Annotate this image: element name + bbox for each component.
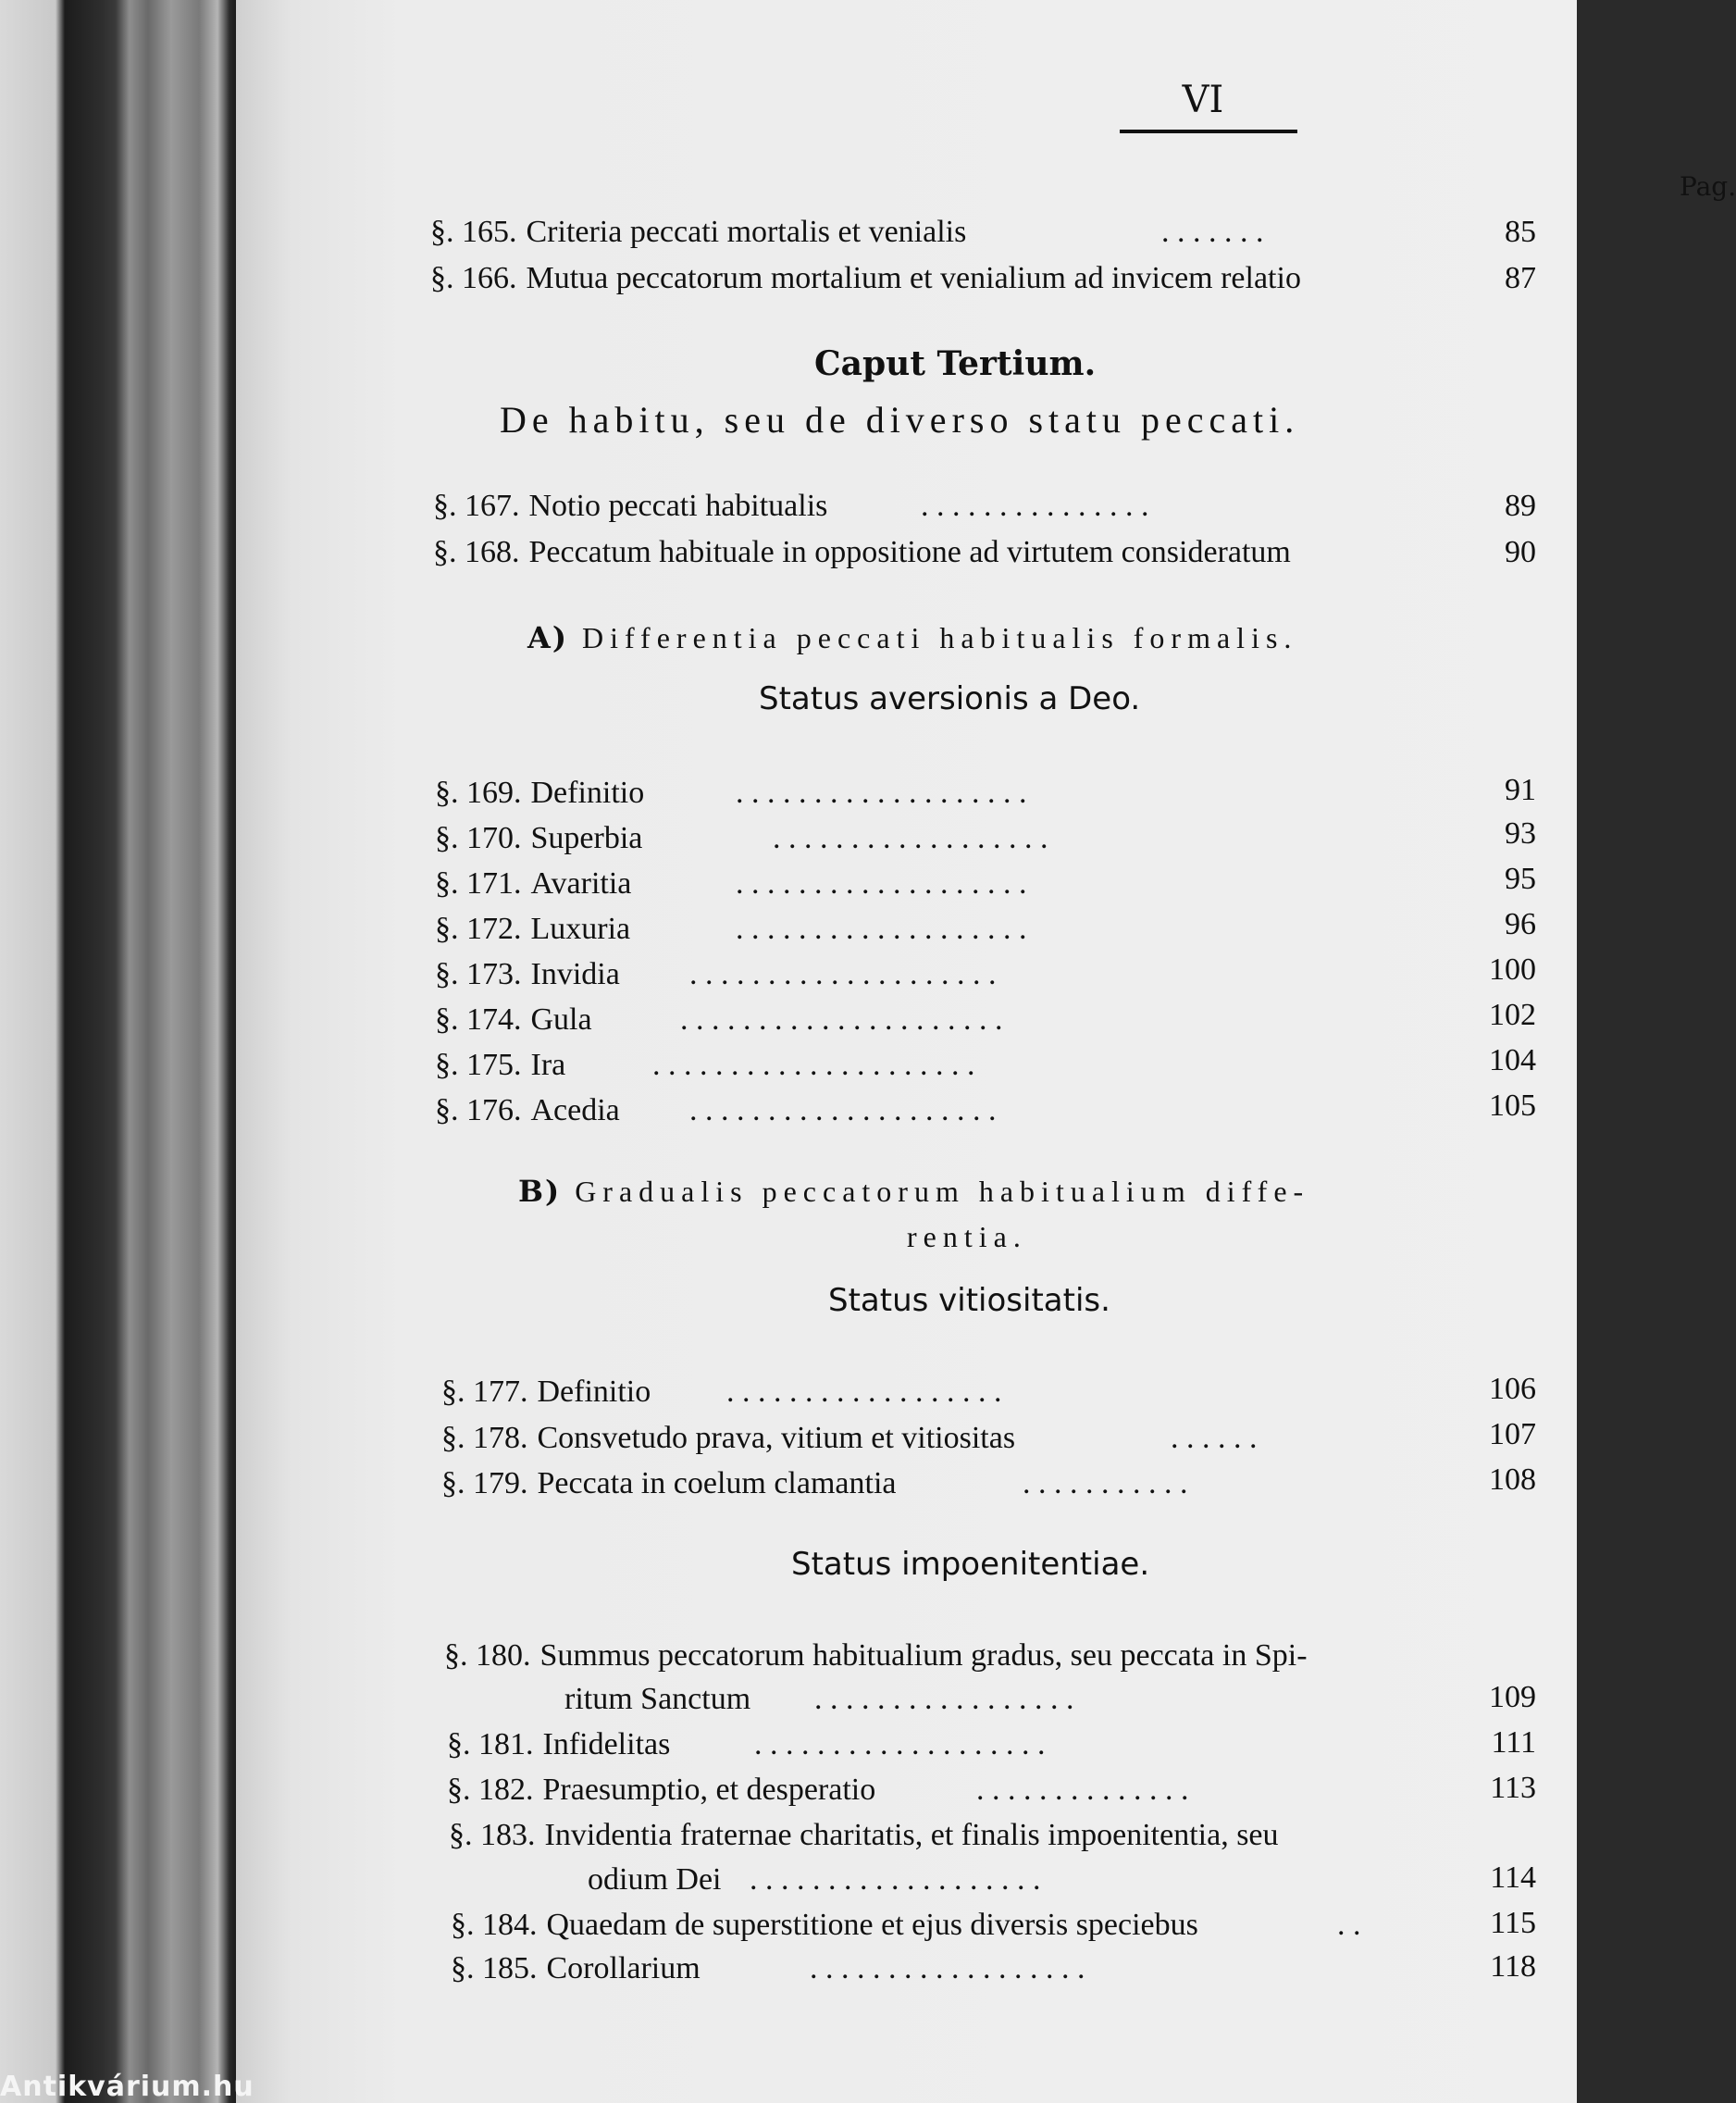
entry-page: 85 (1505, 215, 1536, 249)
entry-page: 89 (1505, 489, 1536, 523)
leader-dots: . . . . . . . . . . . . . . . . . (814, 1682, 1074, 1716)
leader-dots: . . . . . . . . . . . . . . . . . . . . . (680, 1002, 1003, 1037)
toc-entry (451, 1951, 701, 1986)
toc-entry (441, 1421, 1015, 1456)
entry-title: Ira (530, 1048, 566, 1082)
entry-title: Infidelitas (542, 1727, 671, 1761)
entry-number: §. 176. (435, 1093, 522, 1127)
entry-page: 87 (1505, 261, 1536, 295)
entry-title: Quaedam de superstitione et ejus diversis speciebus (546, 1908, 1198, 1942)
toc-entry (435, 957, 620, 992)
leader-dots: . . . . . . . (1161, 215, 1264, 249)
entry-number: §. 171. (435, 866, 522, 901)
status-heading: Status vitiositatis. (828, 1282, 1110, 1319)
entry-number: §. 170. (435, 821, 522, 855)
entry-title-cont: ritum Sanctum (564, 1682, 751, 1716)
entry-number: §. 178. (441, 1421, 528, 1455)
toc-entry (435, 912, 630, 947)
section-letter: B) (518, 1174, 562, 1209)
entry-title: Invidentia fraternae charitatis, et finalis impoenitentia, seu (544, 1818, 1279, 1852)
entry-page: 96 (1505, 907, 1536, 941)
entry-number: §. 184. (451, 1908, 538, 1942)
entry-number: §. 168. (433, 535, 520, 569)
entry-number: §. 180. (444, 1638, 531, 1673)
entry-number: §. 185. (451, 1951, 538, 1985)
section-text: Differentia peccati habitualis formalis. (581, 621, 1298, 654)
entry-page: 111 (1491, 1725, 1536, 1760)
toc-entry (451, 1908, 1198, 1943)
section-b-heading-cont: rentia. (907, 1220, 1027, 1253)
header-rule (1120, 130, 1297, 133)
book-spine (0, 0, 236, 2103)
leader-dots: . . . . . . . . . . . . . . . . . . (726, 1375, 1002, 1409)
entry-page: 93 (1505, 816, 1536, 851)
entry-page: 108 (1489, 1462, 1536, 1497)
section-b-heading (518, 1174, 1309, 1209)
toc-entry (447, 1773, 875, 1808)
toc-entry (435, 821, 642, 856)
entry-title: Notio peccati habitualis (528, 489, 828, 523)
entry-page: 91 (1505, 773, 1536, 807)
leader-dots: . . . . . . . . . . . . . . . . . . . (750, 1862, 1041, 1897)
entry-number: §. 179. (441, 1466, 528, 1500)
entry-title-cont: odium Dei (588, 1862, 722, 1897)
leader-dots: . . . . . . (1171, 1421, 1258, 1455)
leader-dots: . . . . . . . . . . . . . . . . . . (810, 1951, 1085, 1985)
page-number-header: VI (1182, 79, 1224, 121)
toc-entry (435, 1002, 592, 1038)
pag-label: Pag. (1680, 171, 1736, 202)
toc-entry (433, 535, 1291, 570)
entry-page: 109 (1489, 1680, 1536, 1714)
leader-dots: . . . . . . . . . . . . . . . . . . . . (689, 957, 997, 991)
leader-dots: . . . . . . . . . . . . . . . . . . . (736, 866, 1027, 901)
status-heading: Status impoenitentiae. (791, 1546, 1150, 1583)
entry-title: Summus peccatorum habitualium gradus, seu peccata in Spi- (539, 1638, 1308, 1673)
toc-entry (441, 1375, 651, 1410)
entry-title: Definitio (537, 1375, 651, 1409)
toc-entry (441, 1466, 896, 1501)
entry-number: §. 167. (433, 489, 520, 523)
entry-page: 102 (1489, 998, 1536, 1032)
toc-entry (447, 1727, 670, 1762)
entry-title: Luxuria (530, 912, 631, 946)
toc-entry (435, 866, 631, 902)
entry-title: Peccatum habituale in oppositione ad virtutem consideratum (528, 535, 1291, 569)
entry-title: Avaritia (530, 866, 632, 901)
entry-page: 104 (1489, 1043, 1536, 1077)
toc-entry (430, 215, 966, 250)
entry-title: Definitio (530, 776, 645, 810)
leader-dots: . . (1337, 1908, 1361, 1942)
leader-dots: . . . . . . . . . . . . . . (976, 1773, 1189, 1807)
section-a-heading (527, 620, 1297, 655)
leader-dots: . . . . . . . . . . . (1023, 1466, 1188, 1500)
entry-number: §. 173. (435, 957, 522, 991)
entry-title: Consvetudo prava, vitium et vitiositas (537, 1421, 1016, 1455)
status-heading: Status aversionis a Deo. (759, 680, 1141, 717)
leader-dots: . . . . . . . . . . . . . . . . . . . (736, 776, 1027, 810)
entry-number: §. 181. (447, 1727, 534, 1761)
entry-title: Corollarium (546, 1951, 701, 1985)
entry-page: 106 (1489, 1372, 1536, 1406)
entry-number: §. 172. (435, 912, 522, 946)
entry-page: 118 (1490, 1949, 1536, 1984)
toc-entry (444, 1638, 1308, 1674)
toc-entry (435, 1093, 620, 1128)
toc-entry (430, 261, 1301, 296)
book-page (236, 0, 1736, 2103)
entry-number: §. 175. (435, 1048, 522, 1082)
toc-entry (435, 776, 644, 811)
entry-number: §. 182. (447, 1773, 534, 1807)
entry-page: 115 (1490, 1906, 1536, 1940)
entry-number: §. 169. (435, 776, 522, 810)
leader-dots: . . . . . . . . . . . . . . . . . . . . (689, 1093, 997, 1127)
entry-page: 90 (1505, 535, 1536, 569)
section-text: Gradualis peccatorum habitualium diffe- (575, 1175, 1310, 1208)
entry-number: §. 174. (435, 1002, 522, 1037)
entry-title: Superbia (530, 821, 643, 855)
chapter-subtitle: De habitu, seu de diverso statu peccati. (500, 399, 1300, 441)
entry-number: §. 166. (430, 261, 517, 295)
leader-dots: . . . . . . . . . . . . . . . . . . . . . (652, 1048, 975, 1082)
leader-dots: . . . . . . . . . . . . . . . . . . (773, 821, 1048, 855)
entry-page: 113 (1490, 1771, 1536, 1805)
entry-number: §. 165. (430, 215, 517, 249)
entry-page: 105 (1489, 1089, 1536, 1123)
watermark-text: Antikvárium.hu (0, 2071, 254, 2103)
entry-page: 95 (1505, 862, 1536, 896)
toc-entry (435, 1048, 565, 1083)
toc-entry (433, 489, 827, 524)
entry-title: Mutua peccatorum mortalium et venialium ad invicem relatio (526, 261, 1301, 295)
chapter-title: Caput Tertium. (814, 344, 1097, 383)
entry-number: §. 183. (449, 1818, 536, 1852)
entry-title: Criteria peccati mortalis et venialis (526, 215, 967, 249)
leader-dots: . . . . . . . . . . . . . . . . . . . (736, 912, 1027, 946)
entry-title: Peccata in coelum clamantia (537, 1466, 897, 1500)
toc-entry (449, 1818, 1279, 1853)
section-letter: A) (527, 620, 568, 655)
leader-dots: . . . . . . . . . . . . . . . . . . . (754, 1727, 1046, 1761)
entry-page: 100 (1489, 952, 1536, 987)
leader-dots: . . . . . . . . . . . . . . . (921, 489, 1149, 523)
entry-title: Acedia (530, 1093, 620, 1127)
entry-title: Gula (530, 1002, 592, 1037)
entry-page: 107 (1489, 1417, 1536, 1451)
entry-title: Invidia (530, 957, 620, 991)
entry-page: 114 (1490, 1860, 1536, 1895)
entry-title: Praesumptio, et desperatio (542, 1773, 876, 1807)
entry-number: §. 177. (441, 1375, 528, 1409)
